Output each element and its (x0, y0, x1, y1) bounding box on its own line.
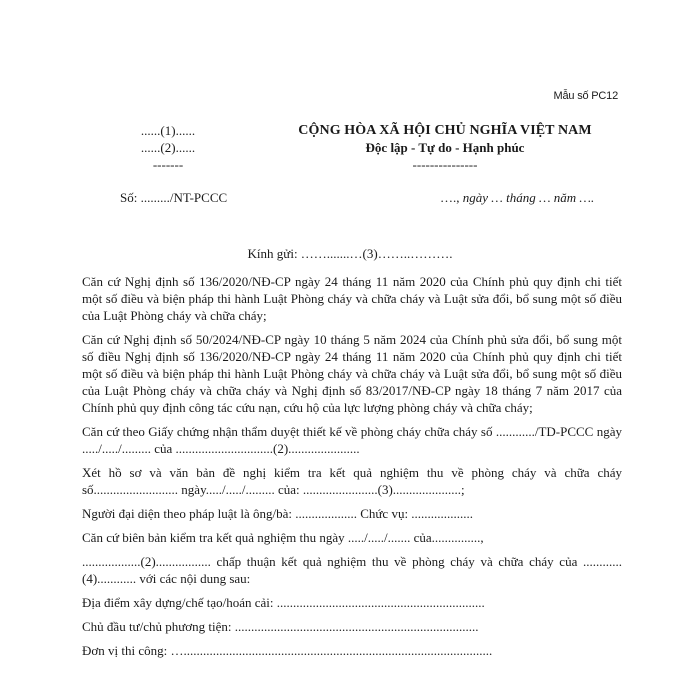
place: …., (440, 190, 463, 205)
place-and-date (440, 190, 594, 206)
paragraph-inspection-record: Căn cứ biên bản kiểm tra kết quả nghiệm thu ngày ...../...../....... của..............., (82, 530, 484, 545)
paragraph-legal-basis-2: Căn cứ Nghị định số 50/2024/NĐ-CP ngày 10 tháng 5 năm 2024 của Chính phủ sửa đổi, bổ sung một số điều Nghị định số 136/2020/NĐ-CP ngày 24 tháng 11 năm 2020 của Chính phủ quy định chi tiết một số điều và biện pháp thi hành Luật Phòng cháy và chữa cháy và Luật sửa đổi, bổ sung một số điều của Luật Phòng cháy và chữa cháy và Nghị định số 83/2017/NĐ-CP ngày 18 tháng 7 năm 2017 của Chính phủ quy định công tác cứu nạn, cứu hộ của lực lượng phòng cháy và chữa cháy; (82, 332, 622, 415)
issuing-agency-block (118, 122, 218, 173)
national-motto: Độc lập - Tự do - Hạnh phúc (365, 140, 525, 155)
agency-line-2: ......(2)...... (140, 140, 196, 155)
agency-rule: ------- (152, 157, 184, 172)
document-number: Số: ........./NT-PCCC (120, 190, 228, 205)
date: ngày … tháng … năm …. (462, 190, 595, 205)
document-body (82, 273, 622, 666)
paragraph-dossier-review: Xét hồ sơ và văn bản đề nghị kiểm tra kết quả nghiệm thu về phòng cháy và chữa cháy số.......................... ngày...../...../......... của: .......................(3).....................; (82, 465, 622, 497)
paragraph-investor: Chủ đầu tư/chủ phương tiện: ........................................................................... (82, 619, 479, 634)
paragraph-approval-statement: ..................(2)................. chấp thuận kết quả nghiệm thu về phòng cháy và chữa cháy của ............ (4)............ với các nội dung sau: (82, 554, 622, 586)
nation-title: CỘNG HÒA XÃ HỘI CHỦ NGHĨA VIỆT NAM (298, 123, 592, 138)
paragraph-design-approval: Căn cứ theo Giấy chứng nhận thẩm duyệt thiết kế về phòng cháy chữa cháy số ............/TD-PCCC ngày ...../...../......... của ..............................(2)...................... (82, 424, 622, 456)
paragraph-contractor: Đơn vị thi công: …............................................................................................... (82, 643, 493, 658)
form-code: Mẫu số PC12 (553, 90, 618, 102)
paragraph-construction-site: Địa điểm xây dựng/chế tạo/hoán cải: ................................................................ (82, 595, 485, 610)
national-header-block (270, 122, 620, 173)
paragraph-legal-basis-1: Căn cứ Nghị định số 136/2020/NĐ-CP ngày 24 tháng 11 năm 2020 của Chính phủ quy định chi tiết một số điều và biện pháp thi hành Luật Phòng cháy và chữa cháy và Luật sửa đổi, bổ sung một số điều của Luật Phòng cháy và chữa cháy; (82, 274, 622, 323)
paragraph-legal-representative: Người đại diện theo pháp luật là ông/bà: ................... Chức vụ: ................... (82, 506, 474, 521)
motto-rule: --------------- (412, 157, 478, 172)
agency-line-1: ......(1)...... (140, 123, 196, 138)
recipient-line: Kính gửi: …….......…(3)……..………. (247, 246, 453, 261)
